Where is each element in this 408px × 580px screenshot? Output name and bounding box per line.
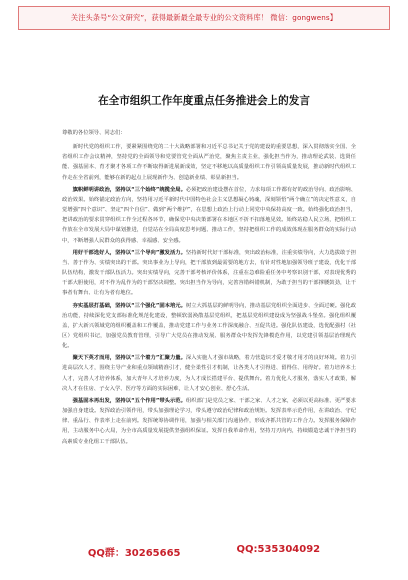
paragraph-5 [62, 353, 356, 394]
paragraph-4-lead: 夯实基层打基础，坚持以“三个强化”固本培元。 [72, 302, 186, 309]
paragraph-1-text: 新时代党的组织工作，要紧紧围绕党的二十大战略部署和习近平总书记关于党的建设的重要思想，深入贯彻落实全国、全省组织工作会议精神，坚持党的全面领导和党要管党全面从严治党，聚焦主责主业，强化担当作为，推动理论武装、选贤任能、强基固本、育才聚才各项工作不断取得新进展新成效，坚定不移地以高质量组织工作引领高质量发展，推动新时代组织工作走在全省前列，能够在新的起点上展现新作为、创造新业绩、彰显新担当。 [62, 144, 356, 181]
paragraph-5-text: 深入实施人才强市战略，着力营造识才爱才敬才用才的良好环境。着力引进高层次人才，围绕主导产业和重点领域精准引才，健全柔性引才机制，让各类人才引得进、留得住、用得好。着力培养本土人才，完善人才培养体系，加大青年人才培养力度，为人才成长搭建平台、提供舞台。着力优化人才服务，落实人才政策，解决人才在住房、子女入学、医疗等方面的实际困难，让人才安心创业、舒心生活。 [62, 355, 356, 392]
paragraph-6 [62, 396, 356, 447]
paragraph-6-text: 组织部门是党员之家、干部之家、人才之家，必须以更高标准、更严要求加强自身建设。发挥政治引领作用，带头加强理论学习，带头遵守政治纪律和政治规矩。发挥表率示范作用，在讲政治、守纪律、重品行、作表率上走在前列。发挥统筹协调作用，加强与相关部门沟通协作，形成齐抓共管的工作合力。发挥服务保障作用，主动服务中心大局，为全市高质量发展提供坚强组织保证。发挥自我革命作用，坚持刀刃向内，持续锻造忠诚干净担当的高素质专业化组工干部队伍。 [62, 397, 356, 445]
paragraph-2-lead: 旗帜鲜明讲政治，坚持以“三个始终”统揽全局。 [72, 186, 186, 193]
promo-banner [18, 6, 390, 30]
qq-group-number: QQ群：30265665 [87, 548, 181, 559]
paragraph-4-text: 树立大抓基层的鲜明导向，推动基层党组织全面进步、全面过硬。强化政治功能，持续深化党支部标准化规范化建设，整顿软弱涣散基层党组织，把基层党组织建设成为坚强战斗堡垒。强化组织覆盖，扩大新兴领域党的组织覆盖和工作覆盖，推动党建工作与业务工作深度融合、互促共进。强化队伍建设，选优配强村（社区）党组织书记，加强党员教育管理，引导广大党员在推动发展、服务群众中发挥先锋模范作用，以党建引领基层治理现代化。 [62, 302, 356, 350]
document-body [62, 128, 356, 449]
paragraph-2 [62, 185, 356, 246]
paragraph-5-lead: 聚天下英才而用，坚持以“三个着力”汇聚力量。 [72, 355, 186, 362]
paragraph-1 [62, 142, 356, 183]
paragraph-3 [62, 248, 356, 299]
salutation: 尊敬的各位领导、同志们： [62, 130, 126, 136]
paragraph-3-lead: 用好干部选好人，坚持以“三个导向”激发活力。 [72, 249, 186, 256]
paragraph-2-text: 必须把政治建设摆在首位，力求每项工作都有好的政治导向、政治影响、政治效果。始终锚定政治方向，坚持用习近平新时代中国特色社会主义思想凝心铸魂，深刻领悟“两个确立”的决定性意义，自觉增强“四个意识”、坚定“四个自信”、做到“两个维护”，在思想上政治上行动上同党中央保持高度一致。始终强化政治担当，把讲政治的要求贯穿组织工作全过程各环节，确保党中央决策部署在本地区不折不扣落地见效。始终站稳人民立场，把组织工作放在全市发展大局中谋划推进，自觉站在全局高度思考问题、推动工作，坚持把组织工作的成效体现在服务群众的实际行动中，不断增强人民群众的获得感、幸福感、安全感。 [62, 186, 356, 244]
qq-number: QQ:535304092 [236, 544, 321, 555]
paragraph-6-lead: 强基固本再出发，坚持以“五个作用”带头示范。 [72, 397, 186, 404]
paragraph-3-text: 坚持新时代好干部标准，突出政治标准，注重实绩导向，大力选拔敢于担当、善于作为、实绩突出的干部。突出事业为上导向，把干部放到最需要的地方去，有针对性地加强领导班子建设，优化干部队伍结构，激发干部队伍活力。突出实绩导向，完善干部考核评价体系，注重在急难险重任务中考察识别干部，对表现优秀的干部大胆使用，对不作为乱作为的干部坚决调整。突出担当作为导向，完善容错纠错机制，为敢于担当的干部撑腰鼓劲，让干事者有舞台、让有为者有地位。 [62, 249, 356, 297]
contact-footer [0, 544, 408, 562]
paragraph-4 [62, 301, 356, 352]
promo-banner-text: 关注头条号“公文研究”，获得最新最全最专业的公文资料库！ 微信：gongwens】 [70, 13, 338, 22]
document-title: 在全市组织工作年度重点任务推进会上的发言 [98, 95, 310, 107]
